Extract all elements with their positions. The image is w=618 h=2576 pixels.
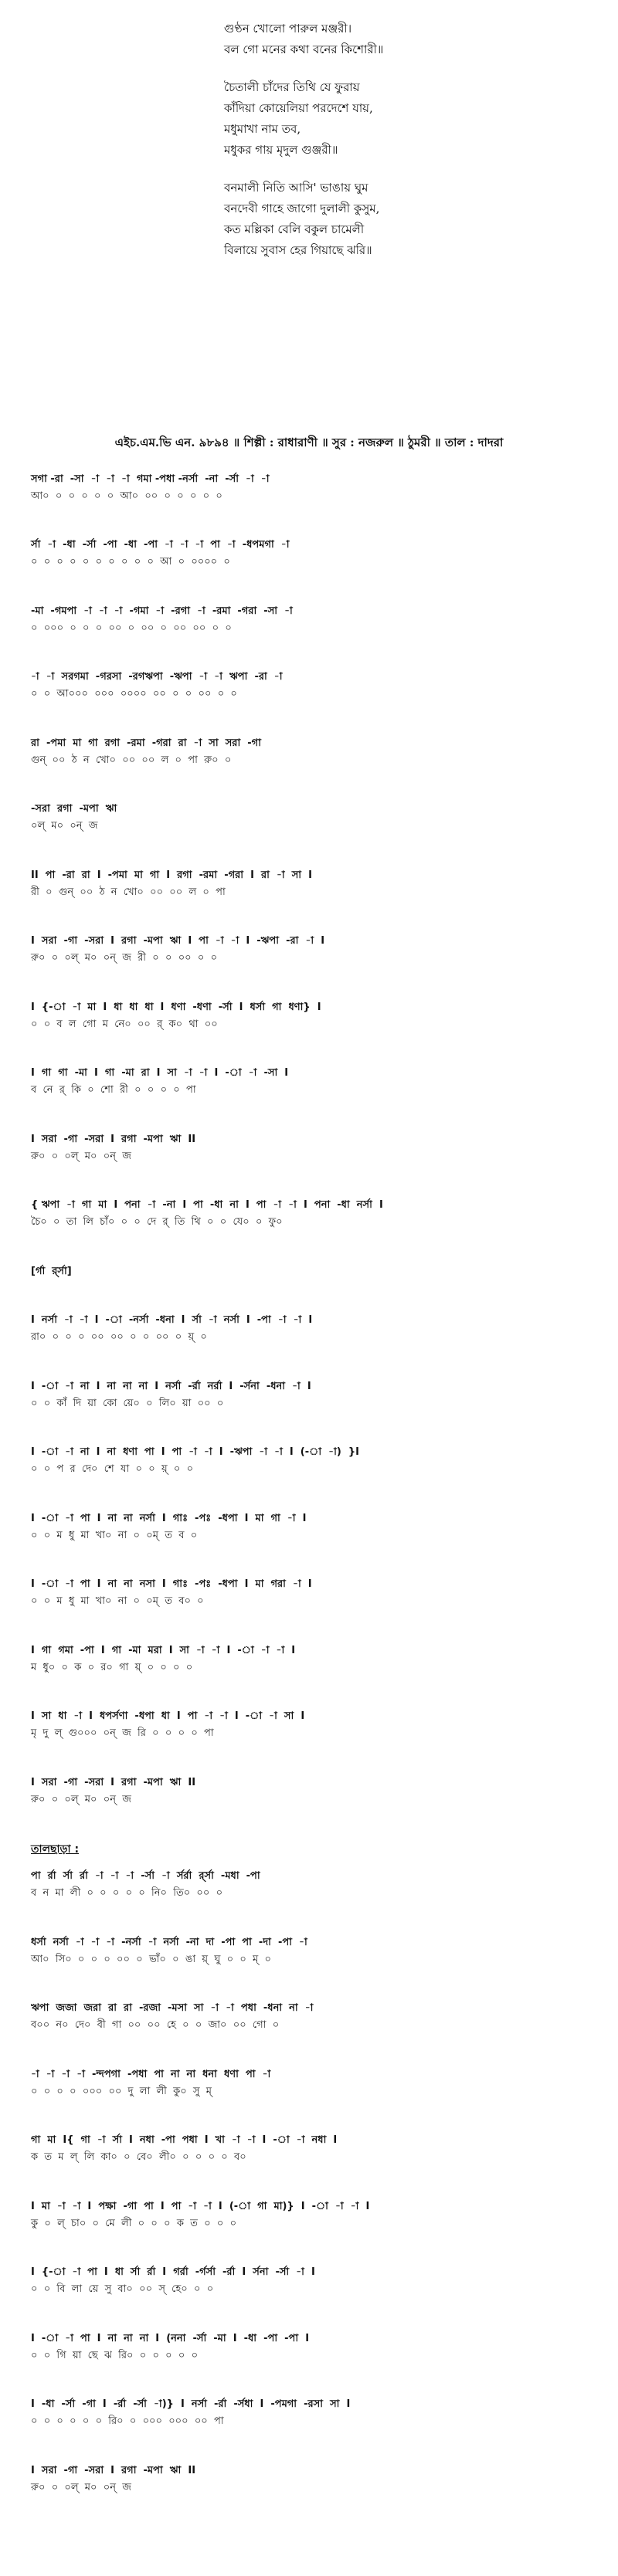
- notation-block: [31, 2066, 595, 2100]
- swara-line: ঋপা জজা জরা রা রা -রজা -মসা সা -া -া পধা -ধনা না -া: [31, 2002, 314, 2015]
- swara-line: I নর্সা -া -া I -া -নর্সা -ধনা I র্সা -া নর্সা I -পা -া -া I: [31, 1314, 313, 1327]
- notation: [31, 471, 595, 2528]
- swara-line: -সরা রগা -মপা ঋা: [31, 803, 117, 815]
- swara-line: -া -া সরগমা -গরসা -রগঋপা -ঋপা -া -া ঋপা -রা -া: [31, 671, 283, 683]
- lyric-line: বল গো মনের কথা বনের কিশোরী॥: [224, 42, 384, 56]
- syllable-line: রী ০ গুন্ ০০ ঠ ন খো০ ০০ ০০ ল ০ পা: [31, 886, 226, 898]
- notation-section: [31, 1197, 595, 1808]
- notation-block: [31, 2000, 595, 2034]
- swara-line: [র্গা র্র্সা]: [31, 1265, 72, 1277]
- syllable-line: ০ ০ ০ ০ ০০০ ০০ দু লা লী কু০ সু ম্: [31, 2085, 212, 2097]
- swara-line: I গা গমা -পা I গা -মা মরা I সা -া -া I -া -া -া I: [31, 1644, 296, 1656]
- swara-line: গা মা I{ গা -া র্সা I নধা -পা পধা I খা -া -া I -া -া নধা I: [31, 2134, 338, 2147]
- swara-line: -া -া -া -া -ন্দপগা -পধা পা না না ধনা ধণা পা -া: [31, 2068, 271, 2080]
- syllable-line: ম ধু০ ০ ক ০ র০ গা য়্ ০ ০ ০ ০: [31, 1661, 193, 1673]
- syllable-line: ০ ০ বি লা য়ে সু বা০ ০০ স্ হে০ ০ ০: [31, 2283, 214, 2296]
- syllable-line: ০ ০ কাঁ দি য়া কো য়ে০ ০ লি০ য়া ০০ ০: [31, 1397, 224, 1409]
- syllable-line: গুন্ ০০ ঠ ন খো০ ০০ ০০ ল ০ পা রু০ ০: [31, 754, 232, 766]
- swara-line: I গা গা -মা I গা -মা রা I সা -া -া I -া -া -সা I: [31, 1067, 289, 1080]
- notation-block: [31, 933, 595, 967]
- notation-block: [31, 1378, 595, 1412]
- syllable-line: রু০ ০ ০ল্ ম০ ০ন্ জ রী ০ ০ ০০ ০ ০: [31, 952, 218, 964]
- swara-line: I সরা -গা -সরা I রগা -মপা ঋা II: [31, 1776, 196, 1788]
- lyric-line: কাঁদিয়া কোয়েলিয়া পরদেশে যায়,: [224, 101, 373, 115]
- syllable-line: রা০ ০ ০ ০ ০০ ০০ ০ ০ ০০ ০ য়্ ০: [31, 1331, 207, 1344]
- swara-line: র্সা -া -ধা -র্সা -পা -ধা -পা -া -া -া পা -া -ধপমগা -া: [31, 539, 290, 551]
- syllable-line: ০ ০ ০ ০ ০ ০ ০ ০ ০ ০ আ ০ ০০০০ ০: [31, 556, 230, 568]
- syllable-line: ০ ০ আ০০০ ০০০ ০০০০ ০০ ০ ০ ০০ ০ ০: [31, 688, 237, 700]
- syllable-line: আ০ ০ ০ ০ ০ ০ আ০ ০০ ০ ০ ০ ০ ০: [31, 490, 222, 502]
- swara-line: I -া -া না I না না না I নর্সা -র্রা নর্রা I -র্সনা -ধনা -া I: [31, 1380, 311, 1392]
- lyric-stanza: [224, 77, 548, 161]
- syllable-line: রু০ ০ ০ল্ ম০ ০ন্ জ: [31, 1150, 131, 1162]
- swara-line: I -া -া পা I না না নর্সা I গাঃ -পঃ -ধপা I মা গা -া I: [31, 1512, 307, 1524]
- swara-line: পা র্রা র্সা র্রা -া -া -া -র্সা -া র্সর্রা র্র্সা -মধা -পা: [31, 1870, 260, 1883]
- syllable-line: ০ ০ গি য়া ছে ঝ রি০ ০ ০ ০ ০ ০: [31, 2349, 199, 2361]
- song-header: এইচ.এম.ভি এন. ৯৮৯৪ ॥ শিল্পী : রাধারাণী ॥ সুর : নজরুল ॥ ঠুমরী ॥ তাল : দাদরা: [114, 436, 504, 449]
- notation-block: [31, 1868, 595, 1902]
- notation-block: [31, 2132, 595, 2166]
- syllable-line: কু ০ ল্ চা০ ০ মে লী ০ ০ ০ ক ত ০ ০ ০: [31, 2217, 237, 2229]
- swara-line: I সরা -গা -সরা I রগা -মপা ঋা II: [31, 2464, 196, 2476]
- syllable-line: মৃ দু ল্ গু০০০ ০ন্ জ রি ০ ০ ০ ০ পা: [31, 1727, 214, 1740]
- swara-line: সগা -রা -সা -া -া -া গমা -পধা -নর্সা -না -র্সা -া -া: [31, 473, 270, 485]
- lyric-line: কত মল্লিকা বেলি বকুল চামেলী: [224, 222, 365, 236]
- swara-line: -মা -গমপা -া -া -া -গমা -া -রগা -া -রমা -গরা -সা -া: [31, 605, 293, 617]
- syllable-line: ০ ০ ব ল গো ম নে০ ০০ র্ ক০ থা ০০: [31, 1018, 218, 1030]
- notation-block: [31, 1774, 595, 1808]
- swara-line: I মা -া -া I পক্ষা -গা পা I পা -া -া I (-া গা মা)} I -া -া -া I: [31, 2200, 370, 2212]
- notation-block: [31, 1263, 595, 1280]
- syllable-line: ০ ০ ০ ০ ০ ০ রি০ ০ ০০০ ০০০ ০০ পা: [31, 2415, 224, 2428]
- notation-block: [31, 2330, 595, 2364]
- lyric-line: বিলায়ে সুবাস হের গিয়াছে ঝরি॥: [224, 243, 372, 257]
- notation-section: [31, 471, 595, 835]
- lyric-line: মধুমাখা নাম তব,: [224, 122, 301, 136]
- lyrics: [224, 19, 548, 278]
- lyric-line: চৈতালী চাঁদের তিথি যে ফুরায়: [224, 80, 360, 94]
- swara-line: I -ধা -র্সা -গা I -র্রা -র্সা -া)} I নর্সা -র্রা -র্সধা I -পমগা -রসা সা I: [31, 2398, 351, 2411]
- notation-block: [31, 735, 595, 769]
- swara-line: { ঋপা -া গা মা I পনা -া -না I পা -ধা না I পা -া -া I পনা -ধা নর্সা I: [31, 1199, 383, 1212]
- swara-line: I {-া -া মা I ধা ধা ধা I ধণা -ধণা -র্সা I ধর্সা গা ধণা} I: [31, 1001, 321, 1013]
- syllable-line: চৈ০ ০ তা লি চাঁ০ ০ ০ দে র্ তি থি ০ ০ যে০ ০ ফু০: [31, 1216, 283, 1229]
- lyric-stanza: [224, 19, 548, 60]
- swara-line: ধর্সা নর্সা -া -া -া -নর্সা -া নর্সা -না দা -পা পা -দা -পা -া: [31, 1936, 307, 1948]
- lyric-line: গুণ্ঠন খোলো পারুল মঞ্জরী।: [224, 22, 352, 36]
- swara-line: I -া -া পা I না না না I (ননা -র্সা -মা I -ধা -পা -পা I: [31, 2332, 310, 2344]
- syllable-line: ০ ০ ম ধু মা খা০ না ০ ০ম্ ত ব ০: [31, 1529, 198, 1541]
- swara-line: I {-া -া পা I ধা র্সা র্রা I গর্রা -র্গর্সা -র্রা I র্সনা -র্সা -া I: [31, 2266, 315, 2279]
- syllable-line: ০ ০ প র দে০ শে যা ০ ০ য়্ ০ ০: [31, 1463, 194, 1476]
- notation-block: [31, 1934, 595, 1968]
- swara-line: II পা -রা রা I -পমা মা গা I রগা -রমা -গরা I রা -া সা I: [31, 869, 312, 881]
- notation-block: [31, 999, 595, 1033]
- notation-block: [31, 1131, 595, 1165]
- notation-block: [31, 471, 595, 505]
- lyric-line: বনদেবী গাহে জাগো দুলালী কুসুম,: [224, 202, 380, 215]
- syllable-line: ক ত ম ল্ লি কা০ ০ বে০ লী০ ০ ০ ০ ০ ব০: [31, 2151, 246, 2164]
- swara-line: I সরা -গা -সরা I রগা -মপা ঋা II: [31, 1133, 196, 1145]
- notation-block: [31, 537, 595, 571]
- notation-block: [31, 2462, 595, 2496]
- notation-block: [31, 2264, 595, 2298]
- notation-block: [31, 2198, 595, 2232]
- notation-section: [31, 1840, 595, 2496]
- syllable-line: ০ল্ ম০ ০ন্ জ: [31, 820, 98, 832]
- notation-block: [31, 1197, 595, 1231]
- swara-line: I -া -া পা I না না নসা I গাঃ -পঃ -ধপা I মা গরা -া I: [31, 1578, 312, 1591]
- syllable-line: ০ ০ ম ধু মা খা০ না ০ ০ম্ ত ব০ ০: [31, 1595, 204, 1608]
- notation-block: [31, 1576, 595, 1610]
- syllable-line: ব নে র্ কি ০ শো রী ০ ০ ০ ০ পা: [31, 1084, 196, 1096]
- syllable-line: রু০ ০ ০ল্ ম০ ০ন্ জ: [31, 1793, 131, 1805]
- syllable-line: রু০ ০ ০ল্ ম০ ০ন্ জ: [31, 2481, 131, 2493]
- notation-block: [31, 603, 595, 637]
- lyric-stanza: [224, 178, 548, 261]
- notation-block: [31, 1312, 595, 1346]
- lyric-line: মধুকর গায় মৃদুল গুঞ্জরী॥: [224, 143, 338, 157]
- notation-block: [31, 1642, 595, 1676]
- section-heading: তালছাড়া :: [31, 1843, 80, 1856]
- notation-block: [31, 669, 595, 703]
- notation-block: [31, 1444, 595, 1478]
- lyric-line: বনমালী নিতি আসি' ভাঙায় ঘুম: [224, 181, 368, 195]
- syllable-line: ০ ০০০ ০ ০ ০ ০০ ০ ০০ ০ ০০ ০০ ০ ০: [31, 622, 232, 634]
- swara-line: I সরা -গা -সরা I রগা -মপা ঋা I পা -া -া I -ঋপা -রা -া I: [31, 935, 325, 947]
- swara-line: রা -পমা মা গা রগা -রমা -গরা রা -া সা সরা -গা: [31, 737, 261, 749]
- notation-block: [31, 867, 595, 901]
- notation-block: [31, 1065, 595, 1099]
- notation-section: [31, 867, 595, 1165]
- notation-block: [31, 2396, 595, 2430]
- syllable-line: ব ন মা লী ০ ০ ০ ০ ০ নি০ তি০ ০০ ০: [31, 1887, 223, 1900]
- swara-line: I সা ধা -া I ধপর্সণা -ধপা ধা I পা -া -া I -া -া সা I: [31, 1710, 305, 1723]
- notation-block: [31, 1510, 595, 1544]
- notation-block: [31, 801, 595, 835]
- syllable-line: ব০০ ন০ দে০ বী গা ০০ ০০ হে ০ ০ জা০ ০০ গো ০: [31, 2019, 280, 2032]
- notation-block: [31, 1708, 595, 1742]
- syllable-line: আ০ সি০ ০ ০ ০ ০০ ০ ভাঁ০ ০ ঙা য়্ ঘু ০ ০ ম্ ০: [31, 1953, 271, 1965]
- swara-line: I -া -া না I না ধণা পা I পা -া -া I -ঋপা -া -া I (-া -া) }I: [31, 1446, 359, 1459]
